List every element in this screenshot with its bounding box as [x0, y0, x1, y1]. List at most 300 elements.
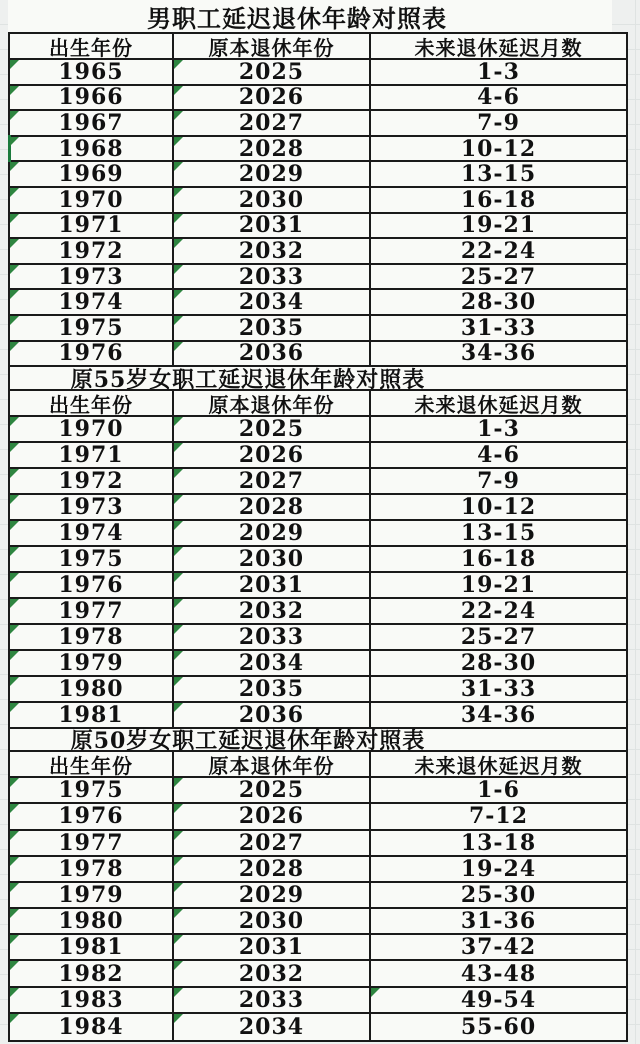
- retire-year-value: 2032: [238, 237, 305, 264]
- table-row: [10, 599, 626, 625]
- retirement-comparison-tables: [8, 32, 628, 1042]
- cell-birth-year[interactable]: [10, 988, 174, 1012]
- birth-year-value: 1975: [58, 546, 124, 573]
- table-title-text: 原50岁女职工延迟退休年龄对照表: [70, 728, 426, 755]
- cell-birth-year[interactable]: [10, 86, 174, 110]
- error-indicator-icon: [10, 703, 19, 712]
- error-indicator-icon: [174, 573, 183, 582]
- birth-year-value: 1980: [58, 676, 124, 703]
- birth-year-value: 1983: [58, 986, 124, 1013]
- error-indicator-icon: [174, 651, 183, 660]
- table-row: [10, 162, 626, 188]
- retire-year-value: 2030: [238, 546, 305, 573]
- error-indicator-icon: [10, 239, 19, 248]
- delay-months-value: 10-12: [460, 494, 537, 521]
- error-indicator-icon: [10, 342, 19, 351]
- cell-birth-year[interactable]: [10, 857, 174, 881]
- cell-retire-year[interactable]: [174, 988, 371, 1012]
- cell-retire-year[interactable]: [174, 60, 371, 84]
- error-indicator-icon: [174, 547, 183, 556]
- delay-months-value: 25-27: [460, 263, 537, 290]
- header-row: [10, 391, 626, 417]
- cell-delay-months[interactable]: [371, 137, 626, 161]
- birth-year-value: 1972: [58, 237, 124, 264]
- table-row: [10, 316, 626, 342]
- delay-months-value: 7-9: [477, 468, 520, 495]
- cell-retire-year[interactable]: [174, 495, 371, 519]
- delay-months-value: 16-18: [460, 186, 537, 213]
- cell-birth-year[interactable]: [10, 573, 174, 597]
- retire-year-value: 2033: [238, 986, 305, 1013]
- cell-retire-year[interactable]: [174, 239, 371, 263]
- retire-year-value: 2027: [238, 829, 305, 856]
- delay-months-value: 1-6: [477, 777, 520, 804]
- birth-year-value: 1965: [58, 58, 124, 85]
- error-indicator-icon: [10, 137, 19, 146]
- cell-delay-months[interactable]: [371, 188, 626, 212]
- error-indicator-icon: [10, 804, 19, 813]
- retire-year-value: 2036: [238, 702, 305, 729]
- table-row: [10, 651, 626, 677]
- retire-year-value: 2034: [238, 650, 305, 677]
- retire-year-value: 2025: [238, 58, 305, 85]
- cell-delay-months[interactable]: [371, 1014, 626, 1040]
- birth-year-value: 1971: [58, 212, 124, 239]
- cell-delay-months[interactable]: [371, 239, 626, 263]
- cell-delay-months[interactable]: [371, 703, 626, 727]
- delay-months-value: 34-36: [460, 702, 537, 729]
- error-indicator-icon: [174, 677, 183, 686]
- cell-retire-year[interactable]: [174, 417, 371, 441]
- error-indicator-icon: [10, 625, 19, 634]
- delay-months-value: 28-30: [460, 289, 537, 316]
- table-row: [10, 521, 626, 547]
- error-indicator-icon: [10, 443, 19, 452]
- error-indicator-icon: [10, 188, 19, 197]
- table-row: [10, 342, 626, 368]
- error-indicator-icon: [10, 521, 19, 530]
- table-row: [10, 469, 626, 495]
- cell-birth-year[interactable]: [10, 137, 174, 161]
- cell-delay-months[interactable]: [371, 316, 626, 340]
- header-delay-months[interactable]: 未来退休延迟月数: [414, 35, 583, 60]
- table-row: [10, 547, 626, 573]
- retire-year-value: 2026: [238, 442, 305, 469]
- error-indicator-icon: [174, 214, 183, 223]
- retire-year-value: 2033: [238, 263, 305, 290]
- error-indicator-icon: [174, 883, 183, 892]
- cell-birth-year[interactable]: [10, 804, 174, 828]
- cell-birth-year[interactable]: [10, 443, 174, 467]
- cell-retire-year[interactable]: [174, 703, 371, 727]
- birth-year-value: 1977: [58, 829, 124, 856]
- cell-retire-year[interactable]: [174, 86, 371, 110]
- table-row: [10, 857, 626, 883]
- birth-year-value: 1984: [58, 1013, 124, 1040]
- error-indicator-icon: [10, 60, 19, 69]
- table-row: [10, 909, 626, 935]
- birth-year-value: 1969: [58, 161, 124, 188]
- error-indicator-icon: [10, 1014, 19, 1023]
- cell-delay-months[interactable]: [371, 573, 626, 597]
- cell-retire-year[interactable]: [174, 909, 371, 933]
- cell-retire-year[interactable]: [174, 137, 371, 161]
- delay-months-value: 4-6: [477, 84, 520, 111]
- error-indicator-icon: [10, 265, 19, 274]
- birth-year-value: 1972: [58, 468, 124, 495]
- table-row: [10, 883, 626, 909]
- header-retire-year[interactable]: 原本退休年份: [174, 752, 371, 776]
- error-indicator-icon: [174, 804, 183, 813]
- delay-months-value: 7-9: [477, 109, 520, 136]
- cell-delay-months[interactable]: [371, 342, 626, 366]
- error-indicator-icon: [174, 342, 183, 351]
- delay-months-value: 43-48: [460, 960, 537, 987]
- error-indicator-icon: [174, 162, 183, 171]
- retire-year-value: 2035: [238, 314, 305, 341]
- table-row: [10, 265, 626, 291]
- cell-birth-year[interactable]: [10, 883, 174, 907]
- table-row: [10, 188, 626, 214]
- error-indicator-icon: [10, 599, 19, 608]
- cell-delay-months[interactable]: [371, 804, 626, 828]
- retire-year-value: 2027: [238, 109, 305, 136]
- birth-year-value: 1976: [58, 572, 124, 599]
- error-indicator-icon: [174, 111, 183, 120]
- delay-months-value: 7-12: [468, 803, 529, 830]
- retire-year-value: 2035: [238, 676, 305, 703]
- table-title-cell[interactable]: [10, 367, 626, 391]
- delay-months-value: 31-33: [460, 314, 537, 341]
- cell-birth-year[interactable]: [10, 961, 174, 985]
- cell-retire-year[interactable]: [174, 573, 371, 597]
- cell-retire-year[interactable]: [174, 961, 371, 985]
- error-indicator-icon: [174, 831, 183, 840]
- cell-delay-months[interactable]: [371, 599, 626, 623]
- error-indicator-icon: [174, 935, 183, 944]
- error-indicator-icon: [174, 988, 183, 997]
- error-indicator-icon: [10, 495, 19, 504]
- error-indicator-icon: [10, 316, 19, 325]
- retire-year-value: 2026: [238, 803, 305, 830]
- delay-months-value: 49-54: [460, 986, 537, 1013]
- cell-birth-year[interactable]: [10, 935, 174, 959]
- cell-retire-year[interactable]: [174, 831, 371, 855]
- table-row: [10, 214, 626, 240]
- table-row: [10, 988, 626, 1014]
- error-indicator-icon: [10, 857, 19, 866]
- cell-delay-months[interactable]: [371, 961, 626, 985]
- table-row: [10, 1014, 626, 1040]
- cell-birth-year[interactable]: [10, 625, 174, 649]
- birth-year-value: 1973: [58, 263, 124, 290]
- cell-delay-months[interactable]: [371, 521, 626, 545]
- delay-months-value: 19-21: [460, 572, 537, 599]
- cell-delay-months[interactable]: [371, 651, 626, 675]
- birth-year-value: 1979: [58, 650, 124, 677]
- error-indicator-icon: [174, 60, 183, 69]
- error-indicator-icon: [174, 909, 183, 918]
- birth-year-value: 1978: [58, 624, 124, 651]
- delay-months-value: 25-30: [460, 881, 537, 908]
- cell-birth-year[interactable]: [10, 677, 174, 701]
- birth-year-value: 1966: [58, 84, 124, 111]
- cell-retire-year[interactable]: [174, 599, 371, 623]
- cell-retire-year[interactable]: [174, 188, 371, 212]
- cell-birth-year[interactable]: [10, 1014, 174, 1040]
- delay-months-value: 55-60: [460, 1013, 537, 1040]
- cell-birth-year[interactable]: [10, 909, 174, 933]
- cell-birth-year[interactable]: [10, 316, 174, 340]
- birth-year-value: 1976: [58, 340, 124, 367]
- error-indicator-icon: [10, 677, 19, 686]
- retire-year-value: 2033: [238, 624, 305, 651]
- table-row: [10, 573, 626, 599]
- cell-birth-year[interactable]: [10, 188, 174, 212]
- error-indicator-icon: [174, 86, 183, 95]
- cell-delay-months[interactable]: [371, 883, 626, 907]
- delay-months-value: 13-15: [460, 161, 537, 188]
- cell-retire-year[interactable]: [174, 677, 371, 701]
- cell-retire-year[interactable]: [174, 521, 371, 545]
- error-indicator-icon: [174, 290, 183, 299]
- retire-year-value: 2025: [238, 777, 305, 804]
- birth-year-value: 1970: [58, 416, 124, 443]
- header-row: [10, 34, 626, 60]
- cell-delay-months[interactable]: [371, 111, 626, 135]
- cell-delay-months[interactable]: [371, 86, 626, 110]
- sheet-gridline-vertical: [635, 0, 636, 1044]
- cell-delay-months[interactable]: [371, 162, 626, 186]
- retire-year-value: 2031: [238, 572, 305, 599]
- cell-birth-year[interactable]: [10, 111, 174, 135]
- cell-birth-year[interactable]: [10, 214, 174, 238]
- delay-months-value: 31-33: [460, 676, 537, 703]
- retire-year-value: 2032: [238, 960, 305, 987]
- retire-year-value: 2026: [238, 84, 305, 111]
- birth-year-value: 1967: [58, 109, 124, 136]
- cell-birth-year[interactable]: [10, 290, 174, 314]
- cell-birth-year[interactable]: [10, 778, 174, 802]
- cell-delay-months[interactable]: [371, 443, 626, 467]
- cell-delay-months[interactable]: [371, 60, 626, 84]
- error-indicator-icon: [10, 547, 19, 556]
- retire-year-value: 2029: [238, 881, 305, 908]
- table-row: [10, 443, 626, 469]
- birth-year-value: 1970: [58, 186, 124, 213]
- error-indicator-icon: [174, 239, 183, 248]
- delay-months-value: 13-18: [460, 829, 537, 856]
- retire-year-value: 2029: [238, 161, 305, 188]
- cell-retire-year[interactable]: [174, 111, 371, 135]
- delay-months-value: 10-12: [460, 135, 537, 162]
- table-row: [10, 60, 626, 86]
- error-indicator-icon: [174, 961, 183, 970]
- retire-year-value: 2028: [238, 855, 305, 882]
- birth-year-value: 1977: [58, 598, 124, 625]
- cell-delay-months[interactable]: [371, 988, 626, 1012]
- error-indicator-icon: [10, 86, 19, 95]
- cell-delay-months[interactable]: [371, 909, 626, 933]
- error-indicator-icon: [174, 521, 183, 530]
- error-indicator-icon: [174, 1014, 183, 1023]
- table-row: [10, 625, 626, 651]
- error-indicator-icon: [10, 573, 19, 582]
- cell-retire-year[interactable]: [174, 935, 371, 959]
- cell-delay-months[interactable]: [371, 214, 626, 238]
- retire-year-value: 2028: [238, 135, 305, 162]
- delay-months-value: 16-18: [460, 546, 537, 573]
- header-birth-year[interactable]: 出生年份: [10, 391, 174, 415]
- cell-retire-year[interactable]: [174, 778, 371, 802]
- header-birth-year[interactable]: 出生年份: [10, 752, 174, 776]
- birth-year-value: 1968: [58, 135, 124, 162]
- cell-birth-year[interactable]: [10, 60, 174, 84]
- cell-delay-months[interactable]: [371, 831, 626, 855]
- table-row: [10, 417, 626, 443]
- cell-birth-year[interactable]: [10, 599, 174, 623]
- table-row: [10, 804, 626, 830]
- error-indicator-icon: [10, 214, 19, 223]
- delay-months-value: 34-36: [460, 340, 537, 367]
- male-table-title-cell[interactable]: [8, 0, 612, 32]
- header-delay-months[interactable]: 未来退休延迟月数: [414, 753, 583, 778]
- retire-year-value: 2027: [238, 468, 305, 495]
- birth-year-value: 1971: [58, 442, 124, 469]
- error-indicator-icon: [10, 988, 19, 997]
- delay-months-value: 37-42: [460, 934, 537, 961]
- cell-birth-year[interactable]: [10, 703, 174, 727]
- birth-year-value: 1975: [58, 777, 124, 804]
- cell-birth-year[interactable]: [10, 521, 174, 545]
- error-indicator-icon: [174, 599, 183, 608]
- table-row: [10, 495, 626, 521]
- error-indicator-icon: [10, 883, 19, 892]
- cell-retire-year[interactable]: [174, 651, 371, 675]
- birth-year-value: 1974: [58, 289, 124, 316]
- cell-retire-year[interactable]: [174, 316, 371, 340]
- error-indicator-icon: [10, 111, 19, 120]
- cell-delay-months[interactable]: [371, 265, 626, 289]
- error-indicator-icon: [10, 935, 19, 944]
- error-indicator-icon: [10, 290, 19, 299]
- table-title-text: 原55岁女职工延迟退休年龄对照表: [70, 366, 426, 393]
- error-indicator-icon: [174, 417, 183, 426]
- error-indicator-icon: [174, 188, 183, 197]
- cell-birth-year[interactable]: [10, 239, 174, 263]
- birth-year-value: 1979: [58, 881, 124, 908]
- cell-retire-year[interactable]: [174, 547, 371, 571]
- birth-year-value: 1981: [58, 934, 124, 961]
- cell-retire-year[interactable]: [174, 857, 371, 881]
- cell-retire-year[interactable]: [174, 625, 371, 649]
- cell-retire-year[interactable]: [174, 290, 371, 314]
- birth-year-value: 1976: [58, 803, 124, 830]
- cell-delay-months[interactable]: [371, 778, 626, 802]
- header-retire-year[interactable]: 原本退休年份: [174, 391, 371, 415]
- cell-delay-months[interactable]: [371, 625, 626, 649]
- error-indicator-icon: [371, 988, 380, 997]
- table-row: [10, 703, 626, 729]
- cell-birth-year[interactable]: [10, 547, 174, 571]
- birth-year-value: 1980: [58, 908, 124, 935]
- retire-year-value: 2028: [238, 494, 305, 521]
- cell-retire-year[interactable]: [174, 1014, 371, 1040]
- cell-delay-months[interactable]: [371, 547, 626, 571]
- table-row: [10, 831, 626, 857]
- cell-delay-months[interactable]: [371, 290, 626, 314]
- birth-year-value: 1974: [58, 520, 124, 547]
- birth-year-value: 1978: [58, 855, 124, 882]
- error-indicator-icon: [174, 857, 183, 866]
- error-indicator-icon: [10, 961, 19, 970]
- cell-retire-year[interactable]: [174, 804, 371, 828]
- error-indicator-icon: [174, 778, 183, 787]
- error-indicator-icon: [10, 909, 19, 918]
- cell-retire-year[interactable]: [174, 214, 371, 238]
- retire-year-value: 2036: [238, 340, 305, 367]
- cell-birth-year[interactable]: [10, 162, 174, 186]
- cell-retire-year[interactable]: [174, 162, 371, 186]
- retire-year-value: 2034: [238, 289, 305, 316]
- header-birth-year[interactable]: 出生年份: [10, 34, 174, 58]
- delay-months-value: 13-15: [460, 520, 537, 547]
- cell-birth-year[interactable]: [10, 265, 174, 289]
- cell-birth-year[interactable]: [10, 417, 174, 441]
- table-row: [10, 290, 626, 316]
- cell-delay-months[interactable]: [371, 935, 626, 959]
- error-indicator-icon: [10, 162, 19, 171]
- cell-retire-year[interactable]: [174, 342, 371, 366]
- cell-retire-year[interactable]: [174, 443, 371, 467]
- cell-delay-months[interactable]: [371, 469, 626, 493]
- error-indicator-icon: [10, 417, 19, 426]
- cell-retire-year[interactable]: [174, 469, 371, 493]
- cell-retire-year[interactable]: [174, 883, 371, 907]
- cell-birth-year[interactable]: [10, 495, 174, 519]
- cell-delay-months[interactable]: [371, 677, 626, 701]
- retire-year-value: 2031: [238, 934, 305, 961]
- cell-delay-months[interactable]: [371, 417, 626, 441]
- birth-year-value: 1973: [58, 494, 124, 521]
- cell-birth-year[interactable]: [10, 651, 174, 675]
- cell-birth-year[interactable]: [10, 342, 174, 366]
- header-retire-year[interactable]: 原本退休年份: [174, 34, 371, 58]
- cell-delay-months[interactable]: [371, 857, 626, 881]
- table-row: [10, 111, 626, 137]
- table-title-text: 男职工延迟退休年龄对照表: [147, 3, 447, 33]
- error-indicator-icon: [174, 495, 183, 504]
- delay-months-value: 28-30: [460, 650, 537, 677]
- table-row: [10, 239, 626, 265]
- delay-months-value: 25-27: [460, 624, 537, 651]
- error-indicator-icon: [10, 778, 19, 787]
- cell-retire-year[interactable]: [174, 265, 371, 289]
- error-indicator-icon: [174, 443, 183, 452]
- cell-birth-year[interactable]: [10, 831, 174, 855]
- delay-months-value: 19-21: [460, 212, 537, 239]
- header-delay-months[interactable]: 未来退休延迟月数: [414, 392, 583, 417]
- table-row: [10, 86, 626, 112]
- table-row: [10, 677, 626, 703]
- error-indicator-icon: [174, 469, 183, 478]
- cell-birth-year[interactable]: [10, 469, 174, 493]
- error-indicator-icon: [10, 831, 19, 840]
- cell-delay-months[interactable]: [371, 495, 626, 519]
- table-row: [10, 778, 626, 804]
- error-indicator-icon: [10, 651, 19, 660]
- delay-months-value: 1-3: [477, 58, 520, 85]
